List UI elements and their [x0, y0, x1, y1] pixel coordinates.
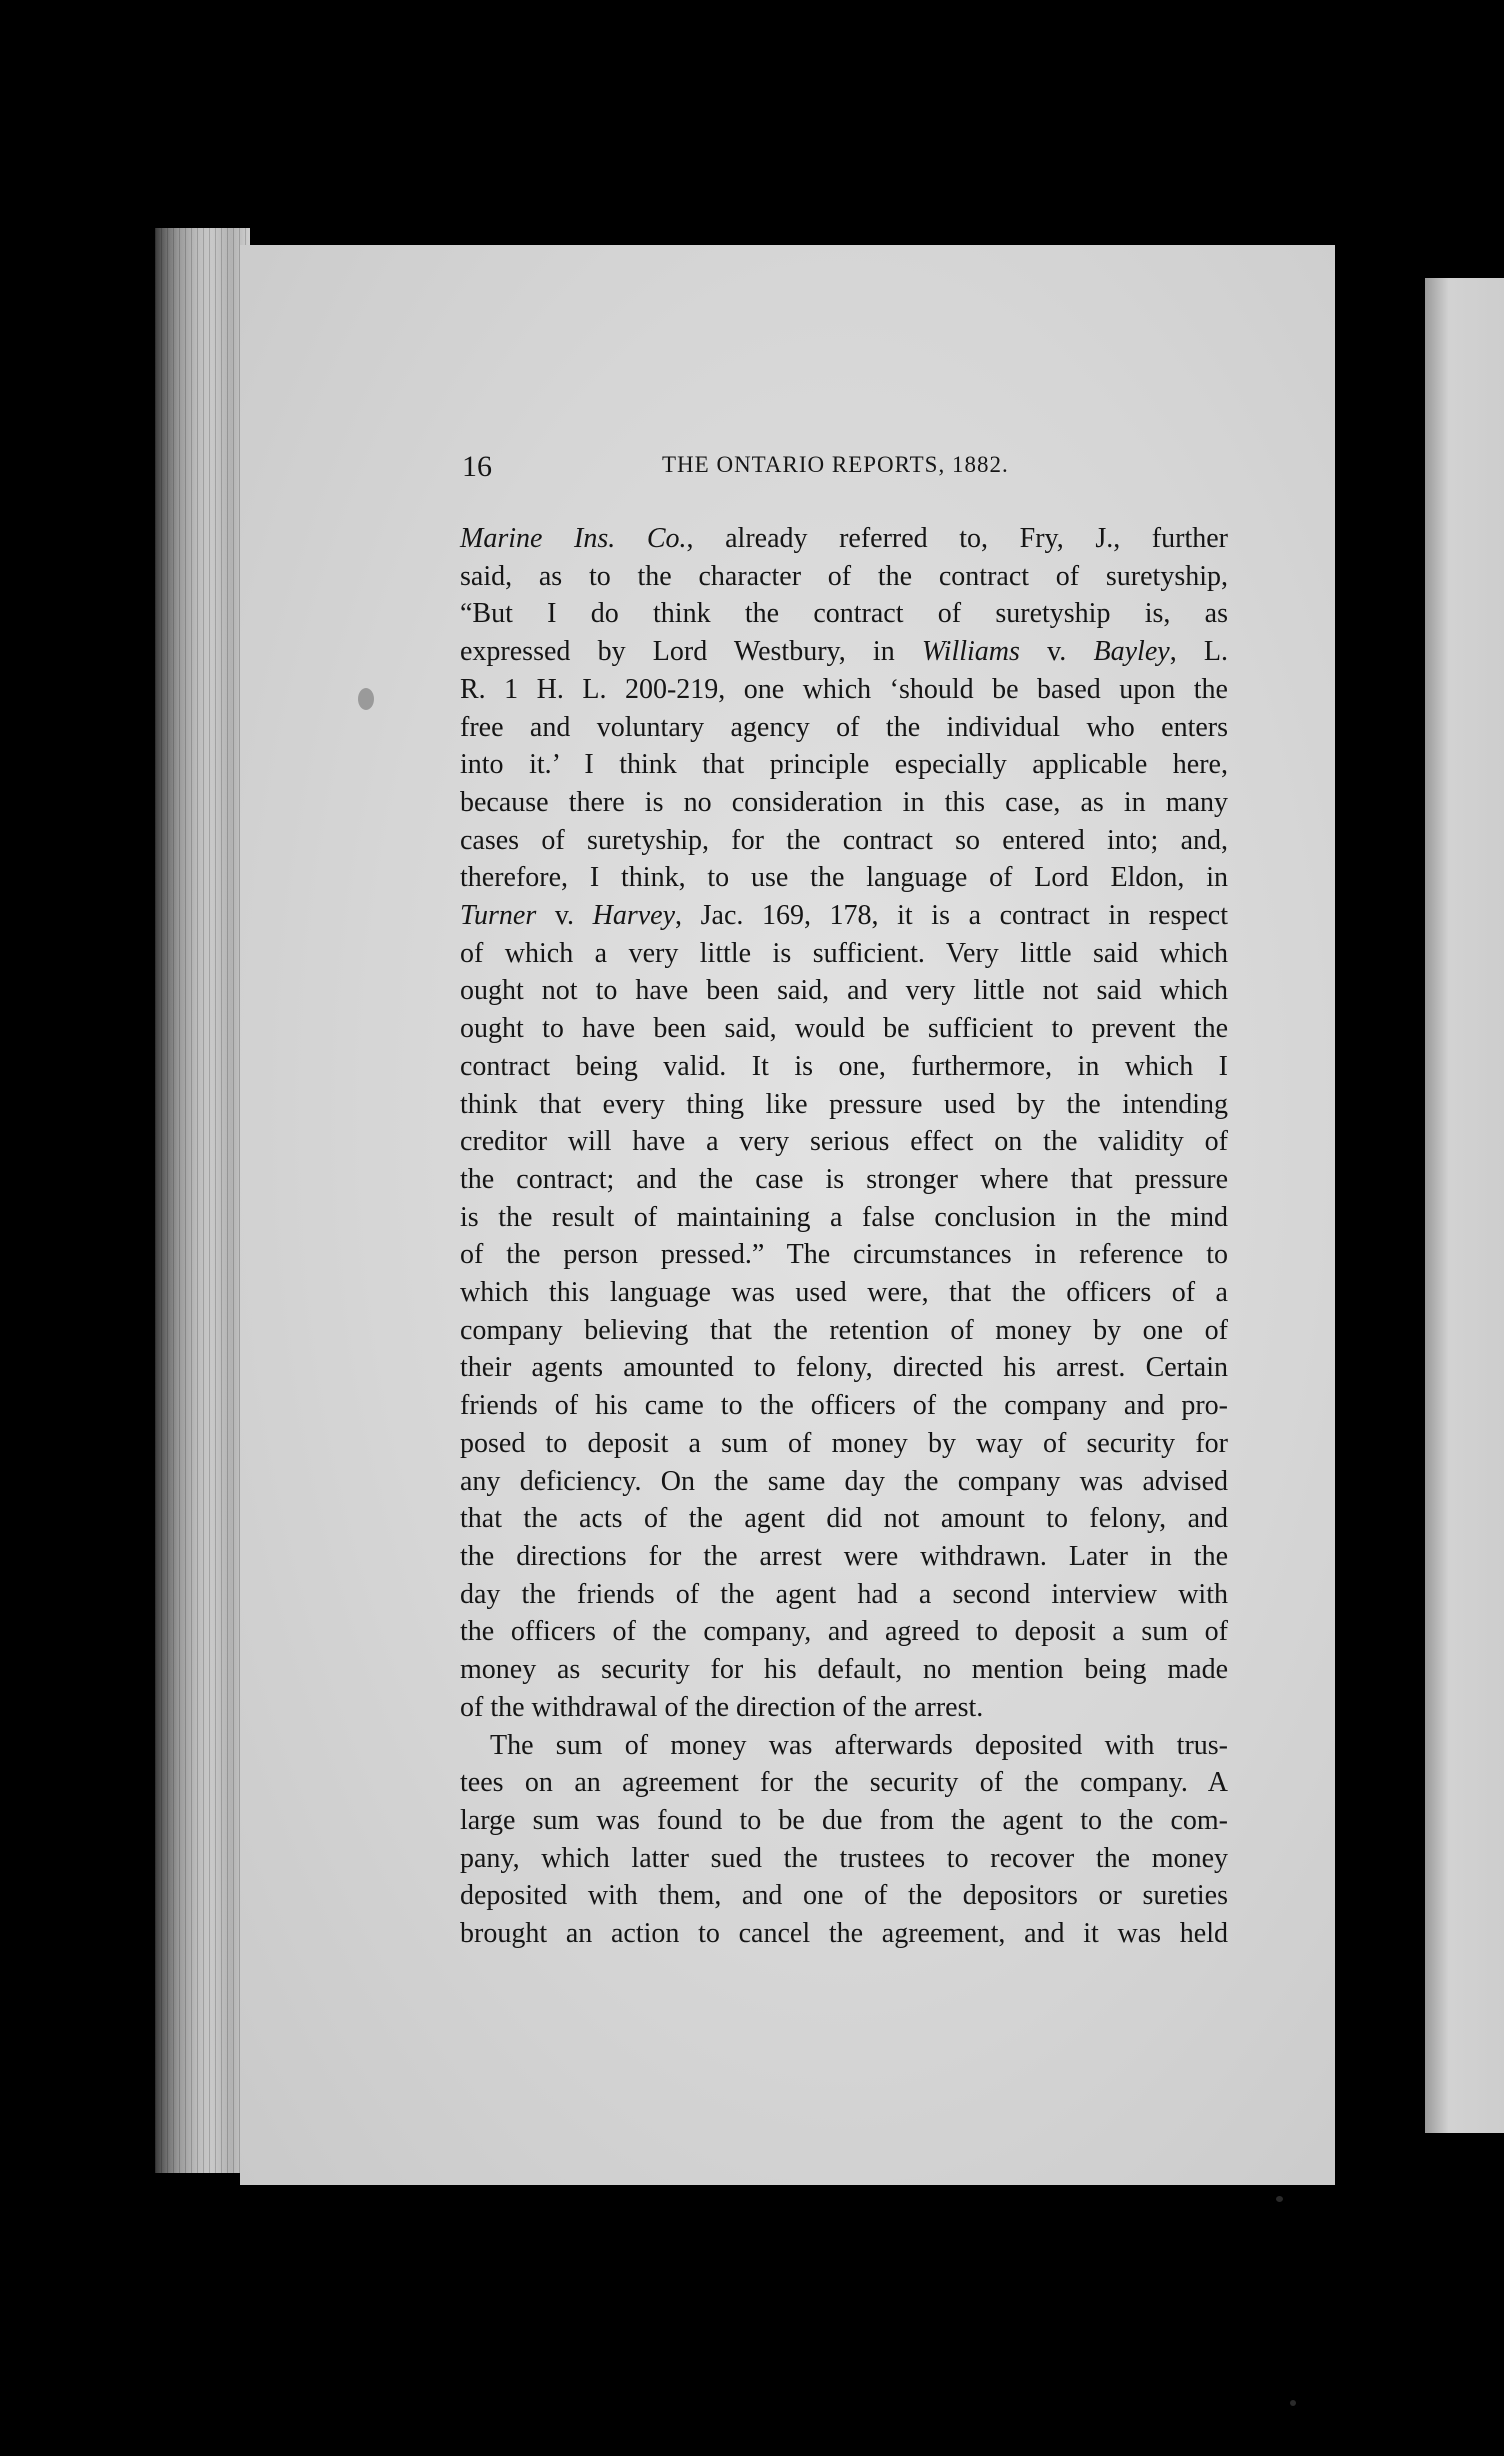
page-speck — [1290, 2400, 1296, 2406]
text-line: because there is no consideration in this case, as in many — [460, 786, 1228, 818]
text-line — [460, 520, 1228, 558]
text-line: brought an action to cancel the agreement, and it was held — [460, 1918, 1228, 1950]
paragraph-1 — [460, 520, 1228, 1727]
case-name-italic: Turner — [460, 900, 537, 932]
text-run: v. — [1019, 636, 1094, 668]
text-line: large sum was found to be due from the agent to the com- — [460, 1804, 1228, 1836]
body-text — [460, 520, 1228, 1953]
text-line: company believing that the retention of money by one of — [460, 1314, 1228, 1346]
text-line: ought not to have been said, and very little not said which — [460, 975, 1228, 1007]
page-number: 16 — [462, 450, 492, 483]
paragraph-2 — [460, 1727, 1228, 1953]
text-line: contract being valid. It is one, furthermore, in which I — [460, 1050, 1228, 1082]
book-page-edges — [155, 228, 250, 2173]
text-line: pany, which latter sued the trustees to recover the money — [460, 1842, 1228, 1874]
text-line: their agents amounted to felony, directed his arrest. Certain — [460, 1352, 1228, 1384]
text-line: is the result of maintaining a false conclusion in the mind — [460, 1201, 1228, 1233]
text-line: therefore, I think, to use the language of Lord Eldon, in — [460, 862, 1228, 894]
text-run: , already referred to, Fry, J., further — [686, 523, 1228, 554]
running-head: THE ONTARIO REPORTS, 1882. — [662, 452, 1009, 477]
page-speck — [1276, 2196, 1283, 2202]
text-line: said, as to the character of the contract of suretyship, — [460, 560, 1228, 592]
text-line: the officers of the company, and agreed to deposit a sum of — [460, 1616, 1228, 1648]
text-line: into it.’ I think that principle especially applicable here, — [460, 749, 1228, 781]
text-line: ought to have been said, would be sufficient to prevent the — [460, 1013, 1228, 1045]
text-line: of the withdrawal of the direction of the arrest. — [460, 1691, 984, 1723]
text-run: , Jac. 169, 178, it is a contract in respect — [675, 900, 1228, 932]
text-line — [460, 897, 1228, 935]
text-line: which this language was used were, that the officers of a — [460, 1277, 1228, 1309]
text-line: day the friends of the agent had a second interview with — [460, 1578, 1228, 1610]
text-line: “But I do think the contract of suretyship is, as — [460, 598, 1228, 630]
text-line — [460, 633, 1228, 671]
text-line: R. 1 H. L. 200-219, one which ‘should be based upon the — [460, 673, 1228, 705]
text-line: creditor will have a very serious effect on the validity of — [460, 1126, 1228, 1158]
text-line: of the person pressed.” The circumstances in reference to — [460, 1239, 1228, 1271]
text-line: cases of suretyship, for the contract so entered into; and, — [460, 824, 1228, 856]
text-line: think that every thing like pressure used by the intending — [460, 1088, 1228, 1120]
case-name-italic: Marine Ins. Co. — [460, 523, 687, 554]
text-line: free and voluntary agency of the individual who enters — [460, 711, 1228, 743]
text-line: the directions for the arrest were withdrawn. Later in the — [460, 1540, 1228, 1572]
case-name-italic: Bayley — [1093, 636, 1170, 668]
text-line: money as security for his default, no mention being made — [460, 1654, 1228, 1686]
page-blemish — [358, 688, 374, 710]
text-line: of which a very little is sufficient. Very little said which — [460, 937, 1228, 969]
text-line: tees on an agreement for the security of the company. A — [460, 1767, 1228, 1799]
text-line: the contract; and the case is stronger where that pressure — [460, 1163, 1228, 1195]
case-name-italic: Williams — [921, 636, 1020, 668]
case-name-italic: Harvey — [592, 900, 676, 932]
text-run: v. — [536, 900, 593, 932]
text-line: deposited with them, and one of the depositors or sureties — [460, 1880, 1228, 1912]
text-run: , L. — [1169, 636, 1228, 668]
text-line: friends of his came to the officers of the company and pro- — [460, 1390, 1228, 1422]
text-line: The sum of money was afterwards deposited with trus- — [490, 1729, 1228, 1761]
text-run: expressed by Lord Westbury, in — [460, 636, 922, 668]
text-line: any deficiency. On the same day the company was advised — [460, 1465, 1228, 1497]
text-line: that the acts of the agent did not amount to felony, and — [460, 1503, 1228, 1535]
facing-page-edge — [1425, 278, 1504, 2133]
text-line: posed to deposit a sum of money by way of security for — [460, 1427, 1228, 1459]
